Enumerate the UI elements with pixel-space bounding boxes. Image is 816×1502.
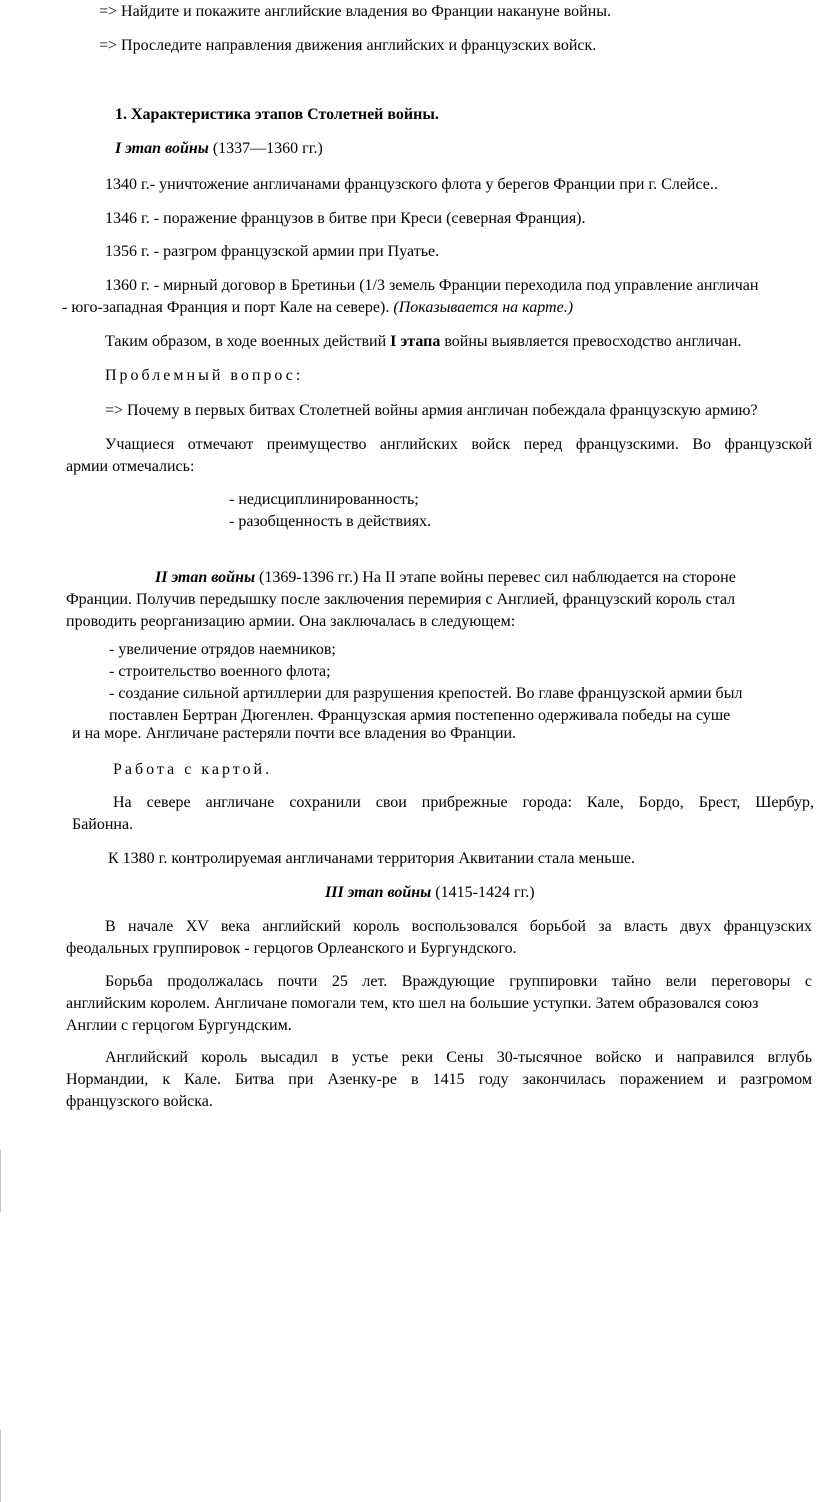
paragraph-line: Английский король высадил в устье реки Сены 30-тысячное войско и направился вглубь bbox=[105, 1049, 812, 1066]
event-line: 1346 г. - поражение французов в битве при Креси (северная Франция). bbox=[105, 210, 586, 227]
stage1-dates: (1337—1360 гг.) bbox=[208, 140, 323, 157]
event-line: 1340 г.- уничтожение англичанами французского флота у берегов Франции при г. Слейсе.. bbox=[105, 176, 718, 193]
students-line: армии отмечались: bbox=[66, 458, 195, 475]
conclusion-post: войны выявляется превосходство англичан. bbox=[440, 333, 742, 350]
stage2-line1-rest: (1369-1396 гг.) На II этапе войны перевес сил наблюдается на стороне bbox=[255, 569, 736, 586]
map-work-label: Работа с картой. bbox=[113, 761, 273, 778]
bullet-continuation: поставлен Бертран Дюгенлен. Французская армия постепенно одерживала победы на суше bbox=[109, 707, 731, 724]
stage2-line: проводить реорганизацию армии. Она заключалась в следующем: bbox=[66, 613, 516, 630]
bullet-item: - строительство военного флота; bbox=[109, 663, 331, 680]
paragraph-line: В начале XV века английский король воспользовался борьбой за власть двух французских bbox=[105, 918, 812, 935]
bullet-item: - разобщенность в действиях. bbox=[229, 513, 432, 530]
map-note: (Показывается на карте.) bbox=[393, 299, 574, 316]
stage2-line: Франции. Получив передышку после заключения перемирия с Англией, французский король стал bbox=[66, 591, 736, 608]
event-continuation bbox=[62, 297, 573, 319]
paragraph-line: Англии с герцогом Бургундским. bbox=[66, 1017, 292, 1034]
stage3-title: III этап войны bbox=[325, 884, 432, 901]
stage2-first-line bbox=[155, 567, 736, 589]
students-line: Учащиеся отмечают преимущество английских войск перед французскими. Во французской bbox=[105, 436, 812, 453]
paragraph-line: Нормандии, к Кале. Битва при Азенку-ре в 1415 году закончилась поражением и разгромом bbox=[66, 1071, 812, 1088]
problem-label: Проблемный вопрос: bbox=[105, 367, 304, 384]
problem-question: => Почему в первых битвах Столетней войны армия англичан побеждала французскую армию? bbox=[105, 402, 758, 419]
section-heading: 1. Характеристика этапов Столетней войны. bbox=[115, 106, 439, 123]
stage1-heading bbox=[115, 138, 323, 160]
bullet-item: - недисциплинированность; bbox=[229, 491, 419, 508]
bullet-continuation: и на море. Англичане растеряли почти все владения во Франции. bbox=[72, 725, 517, 742]
task-line: => Найдите и покажите английские владения во Франции накануне войны. bbox=[99, 3, 612, 20]
aquitaine-line: К 1380 г. контролируемая англичанами территория Аквитании стала меньше. bbox=[108, 850, 635, 867]
map-work-line: Байонна. bbox=[72, 816, 134, 833]
stage3-dates: (1415-1424 гг.) bbox=[431, 884, 535, 901]
event-line: 1360 г. - мирный договор в Бретиньи (1/3 земель Франции переходила под управление англичан bbox=[105, 277, 759, 294]
task-line: => Проследите направления движения английских и французских войск. bbox=[99, 37, 597, 54]
margin-line bbox=[0, 1150, 1, 1212]
conclusion-pre: Таким образом, в ходе военных действий bbox=[105, 333, 391, 350]
paragraph-line: английским королем. Англичане помогали тем, кто шел на большие уступки. Затем образовался союз bbox=[66, 995, 759, 1012]
paragraph-line: французского войска. bbox=[66, 1093, 213, 1110]
paragraph-line: Борьба продолжалась почти 25 лет. Враждующие группировки тайно вели переговоры с bbox=[105, 973, 812, 990]
paragraph-line: феодальных группировок - герцогов Орлеанского и Бургундского. bbox=[66, 940, 517, 957]
margin-line bbox=[0, 1430, 1, 1502]
stage1-conclusion bbox=[105, 331, 741, 353]
bullet-item: - увеличение отрядов наемников; bbox=[109, 641, 336, 658]
map-work-line: На севере англичане сохранили свои прибрежные города: Кале, Бордо, Брест, Шербур, bbox=[113, 794, 814, 811]
stage3-heading bbox=[325, 882, 535, 904]
stage2-title: II этап войны bbox=[155, 569, 256, 586]
event-line: 1356 г. - разгром французской армии при Пуатье. bbox=[105, 243, 440, 260]
conclusion-bold: I этапа bbox=[390, 333, 441, 350]
event-continuation-text: - юго-западная Франция и порт Кале на севере). bbox=[62, 299, 394, 316]
stage1-title: I этап войны bbox=[115, 140, 209, 157]
bullet-item: - создание сильной артиллерии для разрушения крепостей. Во главе французской армии был bbox=[109, 685, 743, 702]
